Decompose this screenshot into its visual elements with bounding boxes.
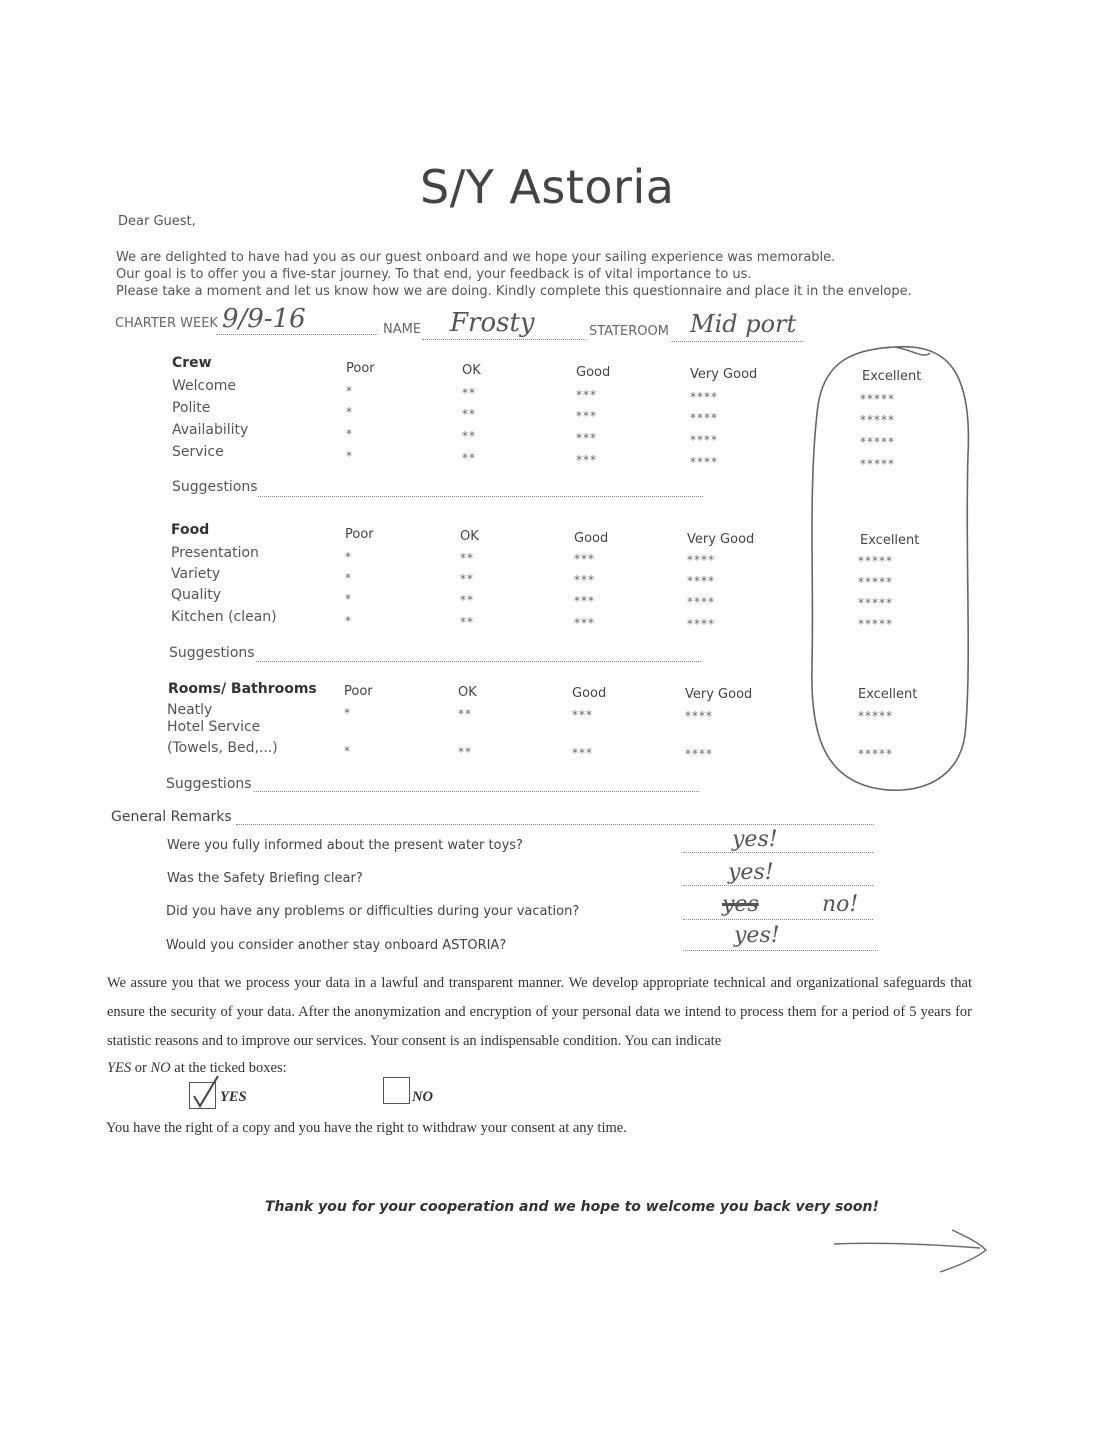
- col-excellent: Excellent: [858, 687, 918, 702]
- question-text: Was the Safety Briefing clear?: [167, 871, 363, 886]
- col-good: Good: [572, 686, 607, 701]
- answer-field[interactable]: yes!: [728, 860, 774, 885]
- answer-line: [683, 852, 873, 853]
- rating-option[interactable]: *: [346, 405, 353, 419]
- rating-option[interactable]: ****: [690, 433, 718, 447]
- rating-option[interactable]: *****: [858, 596, 893, 610]
- indicate-yes: YES: [107, 1060, 132, 1076]
- rating-option[interactable]: *****: [858, 617, 893, 631]
- row-label: Kitchen (clean): [171, 609, 277, 625]
- row-label: Polite: [172, 400, 211, 416]
- intro-line-2: Our goal is to offer you a five-star journey. To that end, your feedback is of vital importance to us.: [116, 267, 752, 282]
- consent-no-checkbox[interactable]: [383, 1077, 410, 1104]
- rating-option[interactable]: *: [344, 706, 351, 720]
- rating-option[interactable]: *: [345, 571, 352, 585]
- col-ok: OK: [462, 363, 481, 378]
- suggestions-field-rooms[interactable]: [254, 791, 699, 792]
- row-label: Variety: [171, 566, 221, 582]
- rating-option[interactable]: **: [462, 386, 476, 400]
- rating-option[interactable]: *****: [858, 554, 893, 568]
- rating-option[interactable]: ***: [574, 552, 595, 566]
- rating-option[interactable]: **: [460, 551, 474, 565]
- general-remarks-field[interactable]: [236, 824, 874, 825]
- row-label: Service: [172, 444, 224, 460]
- indicate-rest: at the ticked boxes:: [170, 1060, 287, 1076]
- rating-option[interactable]: **: [460, 572, 474, 586]
- name-label: NAME: [383, 322, 422, 337]
- row-label: Welcome: [172, 378, 237, 394]
- suggestions-field-food[interactable]: [256, 661, 701, 662]
- question-text: Would you consider another stay onboard ASTORIA?: [166, 938, 507, 953]
- form-title: S/Y Astoria: [420, 160, 675, 214]
- rating-option[interactable]: ****: [687, 595, 715, 609]
- suggestions-label-crew: Suggestions: [172, 479, 258, 495]
- question-text: Were you fully informed about the present water toys?: [167, 838, 523, 853]
- rating-option[interactable]: *: [345, 592, 352, 606]
- col-excellent: Excellent: [862, 369, 922, 384]
- rating-option[interactable]: *****: [858, 575, 893, 589]
- col-ok: OK: [460, 529, 479, 544]
- col-very-good: Very Good: [690, 367, 758, 382]
- rating-option[interactable]: ***: [574, 573, 595, 587]
- rating-option[interactable]: *****: [860, 435, 895, 449]
- rating-option[interactable]: ***: [574, 594, 595, 608]
- rating-option[interactable]: **: [460, 615, 474, 629]
- arrow-right-icon: [830, 1226, 995, 1281]
- charter-week-label: CHARTER WEEK: [115, 316, 218, 331]
- rating-option[interactable]: ****: [690, 411, 718, 425]
- rating-option[interactable]: ***: [572, 746, 593, 760]
- row-label: Presentation: [171, 545, 259, 561]
- indicate-no: NO: [150, 1060, 171, 1076]
- col-ok: OK: [458, 685, 477, 700]
- suggestions-field-crew[interactable]: [258, 496, 703, 497]
- row-label: (Towels, Bed,...): [167, 740, 278, 756]
- indicate-or: or: [131, 1060, 151, 1076]
- rating-option[interactable]: **: [462, 407, 476, 421]
- stateroom-field[interactable]: Mid port: [690, 310, 797, 338]
- col-poor: Poor: [346, 361, 375, 376]
- row-label: Availability: [172, 422, 249, 438]
- row-label: Quality: [171, 587, 222, 603]
- consent-paragraph: We assure you that we process your data in a lawful and transparent manner. We develop appropriate technical and organizational safeguards that ensure the security of your data. After the anonymization and encryption of your personal data we intend to process them for a period of 5 years for statistic reasons and to improve our services. Your consent is an indispensable condition. You can indicate: [107, 975, 972, 1049]
- rating-option[interactable]: *****: [858, 709, 893, 723]
- col-poor: Poor: [345, 527, 374, 542]
- col-very-good: Very Good: [685, 687, 753, 702]
- rating-option[interactable]: ***: [576, 431, 597, 445]
- answer-line: [683, 885, 873, 886]
- rating-option[interactable]: ***: [574, 616, 595, 630]
- rating-option[interactable]: ****: [687, 574, 715, 588]
- answer-field[interactable]: no!: [822, 892, 859, 917]
- stateroom-line: [670, 341, 803, 342]
- answer-field[interactable]: yes!: [734, 923, 780, 948]
- col-good: Good: [576, 365, 611, 380]
- suggestions-label-food: Suggestions: [169, 645, 255, 661]
- charter-week-field[interactable]: 9/9-16: [222, 304, 306, 334]
- rating-option[interactable]: *****: [860, 413, 895, 427]
- section-rooms-title: Rooms/ Bathrooms: [168, 681, 317, 697]
- answer-line: [683, 919, 873, 920]
- thank-you-text: Thank you for your cooperation and we hope to welcome you back very soon!: [265, 1199, 879, 1215]
- rating-option[interactable]: *: [345, 550, 352, 564]
- consent-yes-label: YES: [220, 1089, 247, 1105]
- answer-struck-out: yes: [722, 892, 759, 917]
- rating-option[interactable]: ***: [576, 388, 597, 402]
- intro-line-1: We are delighted to have had you as our guest onboard and we hope your sailing experience was memorable.: [116, 250, 836, 265]
- name-line: [422, 339, 586, 340]
- rating-option[interactable]: **: [462, 429, 476, 443]
- salutation: Dear Guest,: [118, 214, 196, 229]
- rating-option[interactable]: ***: [576, 409, 597, 423]
- rating-option[interactable]: ****: [687, 553, 715, 567]
- consent-rights-text: You have the right of a copy and you have the right to withdraw your consent at any time.: [106, 1120, 627, 1136]
- rating-option[interactable]: *: [346, 449, 353, 463]
- section-crew-title: Crew: [172, 355, 212, 371]
- answer-line: [683, 950, 878, 951]
- rating-option[interactable]: ****: [690, 455, 718, 469]
- rating-option[interactable]: ****: [685, 709, 713, 723]
- col-very-good: Very Good: [687, 532, 755, 547]
- general-remarks-label: General Remarks: [111, 809, 232, 825]
- excellent-column-circle-mark: [800, 335, 980, 805]
- rating-option[interactable]: **: [460, 593, 474, 607]
- rating-option[interactable]: *: [345, 614, 352, 628]
- rating-option[interactable]: *: [344, 744, 351, 758]
- rating-option[interactable]: *****: [860, 392, 895, 406]
- stateroom-label: STATEROOM: [589, 324, 669, 339]
- rating-option[interactable]: *: [346, 384, 353, 398]
- section-food-title: Food: [171, 522, 210, 538]
- rating-option[interactable]: **: [458, 745, 472, 759]
- col-excellent: Excellent: [860, 533, 920, 548]
- checkmark-icon: [188, 1074, 222, 1110]
- rating-option[interactable]: *: [346, 427, 353, 441]
- col-poor: Poor: [344, 684, 373, 699]
- rating-option[interactable]: **: [462, 451, 476, 465]
- charter-week-line: [216, 334, 378, 335]
- suggestions-label-rooms: Suggestions: [166, 776, 252, 792]
- rating-option[interactable]: **: [458, 707, 472, 721]
- consent-no-label: NO: [412, 1089, 433, 1105]
- question-text: Did you have any problems or difficulties during your vacation?: [166, 904, 580, 919]
- rating-option[interactable]: ****: [690, 390, 718, 404]
- intro-line-3: Please take a moment and let us know how we are doing. Kindly complete this questionnaire and place it in the envelope.: [116, 284, 912, 299]
- row-label: Hotel Service: [167, 719, 261, 735]
- row-label: Neatly: [167, 702, 213, 718]
- rating-option[interactable]: *****: [860, 457, 895, 471]
- answer-field[interactable]: yes!: [732, 827, 778, 852]
- rating-option[interactable]: ***: [572, 708, 593, 722]
- rating-option[interactable]: ***: [576, 453, 597, 467]
- col-good: Good: [574, 531, 609, 546]
- rating-option[interactable]: ****: [685, 747, 713, 761]
- name-field[interactable]: Frosty: [450, 308, 535, 338]
- rating-option[interactable]: ****: [687, 617, 715, 631]
- rating-option[interactable]: *****: [858, 747, 893, 761]
